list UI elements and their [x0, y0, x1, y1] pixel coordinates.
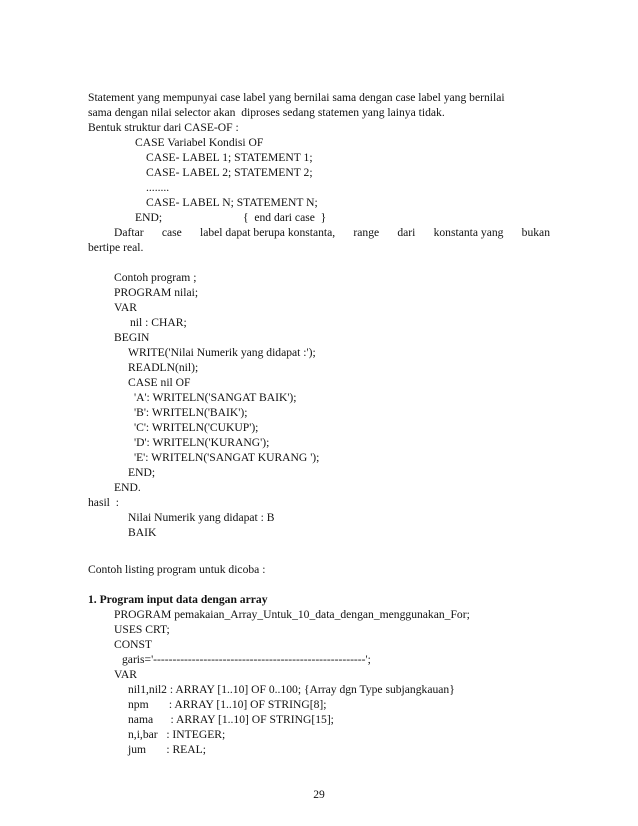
code-line: 'D': WRITELN('KURANG'); [134, 436, 270, 449]
code-line: jum : REAL; [128, 743, 206, 756]
structure-line: ........ [146, 181, 170, 194]
structure-end: END; [135, 211, 163, 224]
word: Daftar [114, 226, 144, 239]
code-line: USES CRT; [114, 623, 170, 636]
example-heading: Contoh program ; [114, 271, 197, 284]
code-line: 'A': WRITELN('SANGAT BAIK'); [134, 391, 297, 404]
code-line: garis='-------------------------------------------------------'; [122, 653, 371, 666]
word: dari [397, 226, 416, 239]
paragraph-line: bertipe real. [88, 241, 144, 254]
code-line: 'E': WRITELN('SANGAT KURANG '); [134, 451, 320, 464]
code-line: END. [114, 481, 141, 494]
code-line: nil1,nil2 : ARRAY [1..10] OF 0..100; {Array dgn Type subjangkauan} [128, 683, 455, 696]
code-line: BEGIN [114, 331, 150, 344]
code-line: nama : ARRAY [1..10] OF STRING[15]; [128, 713, 334, 726]
code-line: END; [128, 466, 156, 479]
code-line: WRITE('Nilai Numerik yang didapat :'); [128, 346, 316, 359]
structure-line: CASE- LABEL N; STATEMENT N; [146, 196, 318, 209]
code-line: npm : ARRAY [1..10] OF STRING[8]; [128, 698, 327, 711]
code-line: CONST [114, 638, 153, 651]
word: range [353, 226, 380, 239]
code-line: 'C': WRITELN('CUKUP'); [134, 421, 259, 434]
code-line: n,i,bar : INTEGER; [128, 728, 226, 741]
listing-intro: Contoh listing program untuk dicoba : [88, 563, 266, 576]
code-line: VAR [114, 668, 137, 681]
code-line: nil : CHAR; [130, 316, 187, 329]
structure-comment: { end dari case } [243, 211, 327, 224]
result-label: hasil : [88, 496, 119, 509]
word: label dapat berupa konstanta, [199, 226, 336, 239]
result-line: Nilai Numerik yang didapat : B [128, 511, 275, 524]
structure-line: CASE Variabel Kondisi OF [135, 136, 264, 149]
code-line: PROGRAM nilai; [114, 286, 199, 299]
code-line: READLN(nil); [128, 361, 199, 374]
word: bukan [521, 226, 550, 239]
page-number: 29 [313, 788, 325, 801]
code-line: CASE nil OF [128, 376, 191, 389]
word: konstanta yang [433, 226, 504, 239]
section-title: 1. Program input data dengan array [88, 593, 268, 606]
paragraph-line: Bentuk struktur dari CASE-OF : [88, 121, 239, 134]
structure-line: CASE- LABEL 2; STATEMENT 2; [146, 166, 313, 179]
code-line: VAR [114, 301, 137, 314]
result-line: BAIK [128, 526, 157, 539]
paragraph-line: sama dengan nilai selector akan diproses sedang statemen yang lainya tidak. [88, 106, 445, 119]
justified-paragraph-line [88, 225, 550, 240]
code-line: PROGRAM pemakaian_Array_Untuk_10_data_dengan_menggunakan_For; [114, 608, 470, 621]
structure-line: CASE- LABEL 1; STATEMENT 1; [146, 151, 313, 164]
word: case [161, 226, 182, 239]
code-line: 'B': WRITELN('BAIK'); [134, 406, 248, 419]
paragraph-line: Statement yang mempunyai case label yang bernilai sama dengan case label yang bernilai [88, 91, 505, 104]
